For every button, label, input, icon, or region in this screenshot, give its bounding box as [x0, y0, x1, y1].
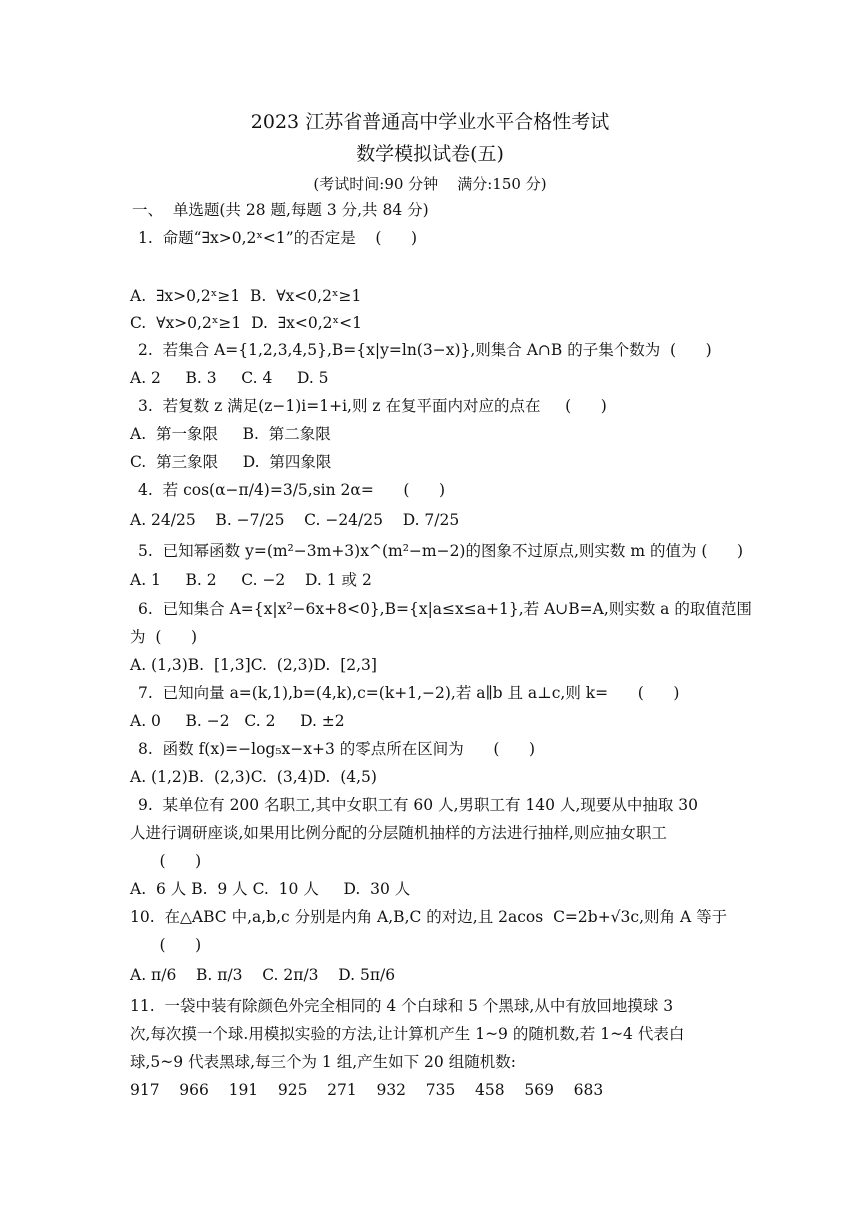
exam-info: (考试时间:90 分钟 满分:150 分) — [313, 175, 547, 193]
question-line: 11. 一袋中装有除颜色外完全相同的 4 个白球和 5 个黑球,从中有放回地摸球 3 — [130, 997, 674, 1015]
answer-option-line: A. (1,3)B. [1,3]C. (2,3)D. [2,3] — [130, 656, 377, 674]
exam-title: 2023 江苏省普通高中学业水平合格性考试 — [250, 111, 610, 133]
answer-option-line: A. 24/25 B. −7/25 C. −24/25 D. 7/25 — [130, 511, 460, 529]
question-line: 4. 若 cos(α−π/4)=3/5,sin 2α= ( ) — [138, 481, 446, 499]
answer-option-line: A. 0 B. −2 C. 2 D. ±2 — [130, 712, 345, 730]
answer-option-line: A. 2 B. 3 C. 4 D. 5 — [130, 369, 329, 387]
question-line: ( ) — [130, 852, 202, 870]
question-line: 8. 函数 f(x)=−log₅x−x+3 的零点所在区间为 ( ) — [138, 740, 536, 758]
question-line: 7. 已知向量 a=(k,1),b=(4,k),c=(k+1,−2),若 a∥b 且 a⊥c,则 k= ( ) — [138, 684, 680, 702]
answer-option-line: A. (1,2)B. (2,3)C. (3,4)D. (4,5) — [130, 768, 377, 786]
question-line: 2. 若集合 A={1,2,3,4,5},B={x|y=ln(3−x)},则集合 A∩B 的子集个数为 ( ) — [138, 341, 712, 359]
question-line: 10. 在△ABC 中,a,b,c 分别是内角 A,B,C 的对边,且 2acos C=2b+√3c,则角 A 等于 — [130, 908, 728, 926]
question-line: 9. 某单位有 200 名职工,其中女职工有 60 人,男职工有 140 人,现要从中抽取 30 — [138, 796, 699, 814]
question-line: 1. 命题“∃x>0,2ˣ<1”的否定是 ( ) — [138, 229, 418, 247]
question-line: 球,5~9 代表黑球,每三个为 1 组,产生如下 20 组随机数: — [130, 1053, 516, 1071]
answer-option-line: A. 第一象限 B. 第二象限 — [130, 425, 331, 443]
question-line: 次,每次摸一个球.用模拟实验的方法,让计算机产生 1~9 的随机数,若 1~4 代表白 — [130, 1025, 685, 1043]
section-heading: 一、 单选题(共 28 题,每题 3 分,共 84 分) — [132, 201, 429, 219]
answer-option-line: C. 第三象限 D. 第四象限 — [130, 453, 332, 471]
exam-subtitle: 数学模拟试卷(五) — [356, 143, 504, 165]
answer-option-line: A. 1 B. 2 C. −2 D. 1 或 2 — [130, 571, 372, 589]
random-number-row: 917 966 191 925 271 932 735 458 569 683 — [130, 1081, 604, 1099]
answer-option-line: A. ∃x>0,2ˣ≥1 B. ∀x<0,2ˣ≥1 — [130, 287, 362, 305]
question-line: 6. 已知集合 A={x|x²−6x+8<0},B={x|a≤x≤a+1},若 A∪B=A,则实数 a 的取值范围 — [138, 600, 752, 618]
answer-option-line: A. π/6 B. π/3 C. 2π/3 D. 5π/6 — [130, 966, 396, 984]
question-line: 人进行调研座谈,如果用比例分配的分层随机抽样的方法进行抽样,则应抽女职工 — [130, 824, 667, 842]
answer-option-line: A. 6 人 B. 9 人 C. 10 人 D. 30 人 — [130, 880, 411, 898]
question-line: 3. 若复数 z 满足(z−1)i=1+i,则 z 在复平面内对应的点在 ( ) — [138, 397, 607, 415]
question-line: 为 ( ) — [130, 628, 198, 646]
question-line: ( ) — [130, 936, 202, 954]
question-line: 5. 已知幂函数 y=(m²−3m+3)x^(m²−m−2)的图象不过原点,则实数 m 的值为 ( ) — [138, 542, 744, 560]
answer-option-line: C. ∀x>0,2ˣ≥1 D. ∃x<0,2ˣ<1 — [130, 314, 362, 332]
